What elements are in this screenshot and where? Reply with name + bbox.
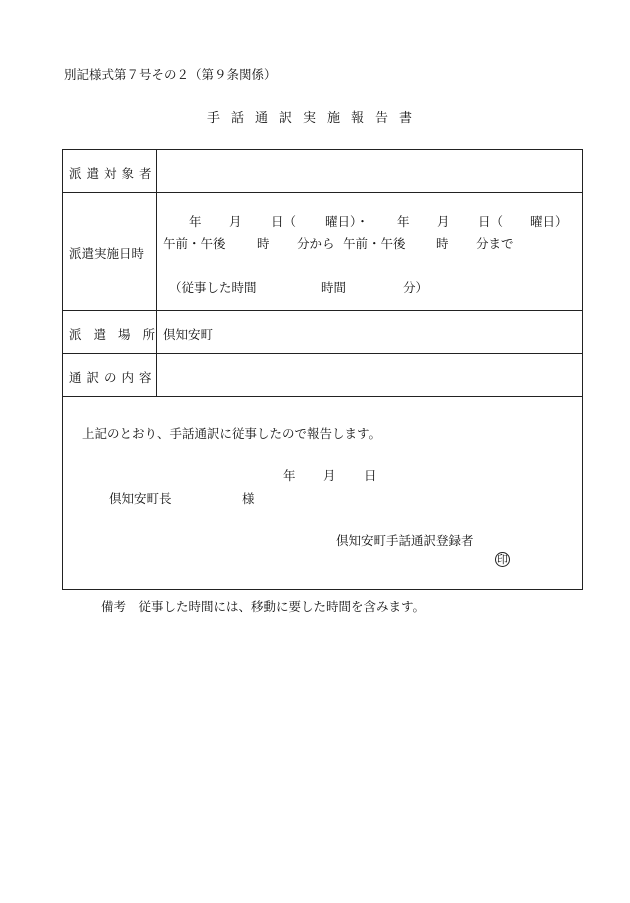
form-number: 別記様式第７号その２（第９条関係） bbox=[64, 67, 277, 82]
document-title: 手話通訳実施報告書 bbox=[206, 111, 423, 126]
place-label: 派遣場所 bbox=[69, 327, 168, 342]
row-divider bbox=[63, 353, 582, 354]
date-weekday: 曜日）・ bbox=[325, 214, 369, 229]
reporter-title: 倶知安町手話通訳登録者 bbox=[336, 533, 474, 548]
report-statement: 上記のとおり、手話通訳に従事したので報告します。 bbox=[82, 426, 382, 441]
time-minute-to: 分まで bbox=[476, 236, 514, 251]
time-minute-from: 分から bbox=[297, 236, 335, 251]
date-month-end: 月 bbox=[437, 214, 450, 229]
report-date-month: 月 bbox=[323, 468, 336, 483]
report-honorific: 様 bbox=[242, 491, 255, 506]
report-form-table bbox=[62, 149, 583, 590]
report-date-day: 日 bbox=[364, 468, 377, 483]
worked-hours: 時間 bbox=[321, 280, 347, 295]
time-ampm-end: 午前・午後 bbox=[343, 236, 406, 251]
date-year-end: 年 bbox=[397, 214, 410, 229]
date-year: 年 bbox=[189, 214, 202, 229]
content-field[interactable] bbox=[163, 368, 573, 386]
place-value: 倶知安町 bbox=[163, 327, 214, 342]
date-day: 日（ bbox=[271, 214, 297, 229]
report-date-year: 年 bbox=[283, 468, 296, 483]
row-divider bbox=[63, 192, 582, 193]
time-hour-end: 時 bbox=[436, 236, 449, 251]
date-day-end: 日（ bbox=[478, 214, 504, 229]
seal-mark: 印 bbox=[497, 553, 508, 566]
remarks-note: 備考 従事した時間には、移動に要した時間を含みます。 bbox=[101, 599, 426, 614]
date-month: 月 bbox=[229, 214, 242, 229]
worked-time-label: （従事した時間 bbox=[169, 280, 257, 295]
column-divider bbox=[156, 150, 157, 396]
worked-minutes: 分） bbox=[403, 280, 429, 295]
row-divider bbox=[63, 310, 582, 311]
target-label: 派遣対象者 bbox=[69, 166, 157, 181]
content-label: 通訳の内容 bbox=[69, 370, 157, 385]
time-ampm-start: 午前・午後 bbox=[163, 236, 226, 251]
datetime-label: 派遣実施日時 bbox=[69, 246, 145, 261]
time-hour-start: 時 bbox=[257, 236, 270, 251]
date-weekday-end: 曜日） bbox=[530, 214, 568, 229]
target-field[interactable] bbox=[163, 164, 573, 182]
report-addressee: 倶知安町長 bbox=[109, 491, 172, 506]
row-divider bbox=[63, 396, 582, 397]
